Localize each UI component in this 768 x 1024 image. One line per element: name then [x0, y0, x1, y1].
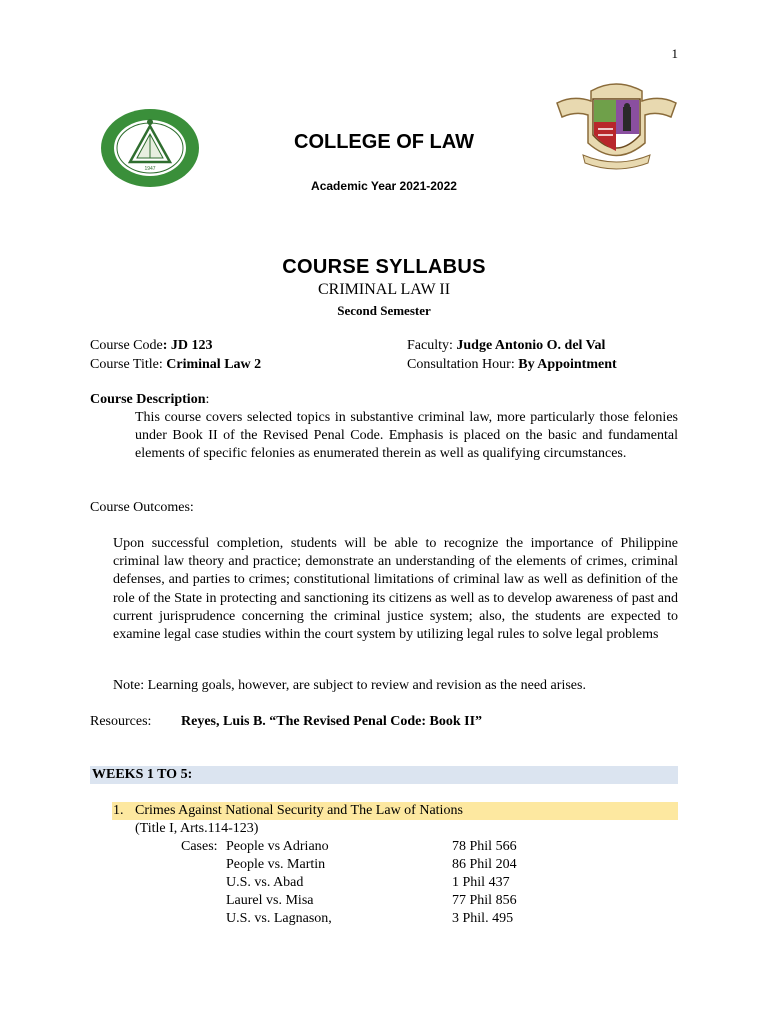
course-code-row	[90, 338, 213, 354]
description-label: Course Description	[90, 392, 206, 407]
case-name: U.S. vs. Abad	[226, 875, 304, 890]
case-citation: 77 Phil 856	[452, 893, 517, 908]
semester: Second Semester	[337, 303, 431, 318]
subject-title: CRIMINAL LAW II	[317, 281, 451, 298]
faculty-label: Faculty:	[407, 338, 453, 353]
college-of-law-crest	[553, 73, 680, 170]
course-code-label: Course Code	[90, 338, 163, 353]
cases-label: Cases:	[181, 839, 218, 854]
college-title: COLLEGE OF LAW	[294, 131, 474, 153]
description-text: This course covers selected topics in substantive criminal law, more particularly those felonies under Book II of the Revised Penal Code. Emphasis is placed on the basic and fundamental elements of specific felonies as enumerated therein as well as qualifying circumstances.	[135, 410, 678, 462]
syllabus-title: COURSE SYLLABUS	[282, 256, 486, 278]
resources-label: Resources:	[90, 714, 152, 729]
course-title-label: Course Title:	[90, 357, 163, 372]
description-heading	[90, 392, 209, 408]
case-citation: 3 Phil. 495	[452, 911, 514, 926]
consultation-label: Consultation Hour:	[407, 357, 515, 372]
outcomes-text: Upon successful completion, students will be able to recognize the importance of Philippine criminal law theory and practice; demonstrate an understanding of the elements of crimes, criminal defenses, and parties to crimes; constitutional limitations of criminal law as well as definition of the role of the State in protecting and sanctioning its citizens as well as to develop awareness of past and current jurisprudence concerning the criminal justice system; also, the students are expected to examine legal case studies within the court system by utilizing legal rules to solve legal problems	[113, 536, 678, 643]
academic-year: Academic Year 2021-2022	[311, 179, 457, 193]
course-code-value: : JD 123	[162, 338, 213, 353]
description-colon: :	[205, 392, 210, 407]
svg-text:1947: 1947	[144, 166, 156, 172]
case-name: Laurel vs. Misa	[226, 893, 314, 908]
outcomes-heading: Course Outcomes:	[90, 500, 194, 515]
consultation-value: By Appointment	[518, 357, 617, 372]
case-citation: 86 Phil 204	[452, 857, 517, 872]
topic-title: Crimes Against National Security and The Law of Nations	[135, 803, 463, 818]
course-title-row	[90, 357, 261, 373]
faculty-value: Judge Antonio O. del Val	[456, 338, 606, 353]
course-title-value: Criminal Law 2	[166, 357, 262, 372]
case-name: U.S. vs. Lagnason,	[226, 911, 332, 926]
topic-subtitle: (Title I, Arts.114-123)	[135, 821, 259, 836]
page-number: 1	[671, 46, 678, 61]
resources-value: Reyes, Luis B. “The Revised Penal Code: Book II”	[181, 714, 483, 729]
topic-number: 1.	[113, 803, 124, 818]
case-name: People vs Adriano	[226, 839, 329, 854]
case-citation: 1 Phil 437	[452, 875, 510, 890]
consultation-row	[407, 357, 617, 373]
weeks-heading: WEEKS 1 TO 5:	[92, 767, 193, 782]
case-name: People vs. Martin	[226, 857, 326, 872]
outcomes-note: Note: Learning goals, however, are subject to review and revision as the need arises.	[113, 678, 586, 693]
faculty-row	[407, 338, 605, 354]
case-citation: 78 Phil 566	[452, 839, 517, 854]
